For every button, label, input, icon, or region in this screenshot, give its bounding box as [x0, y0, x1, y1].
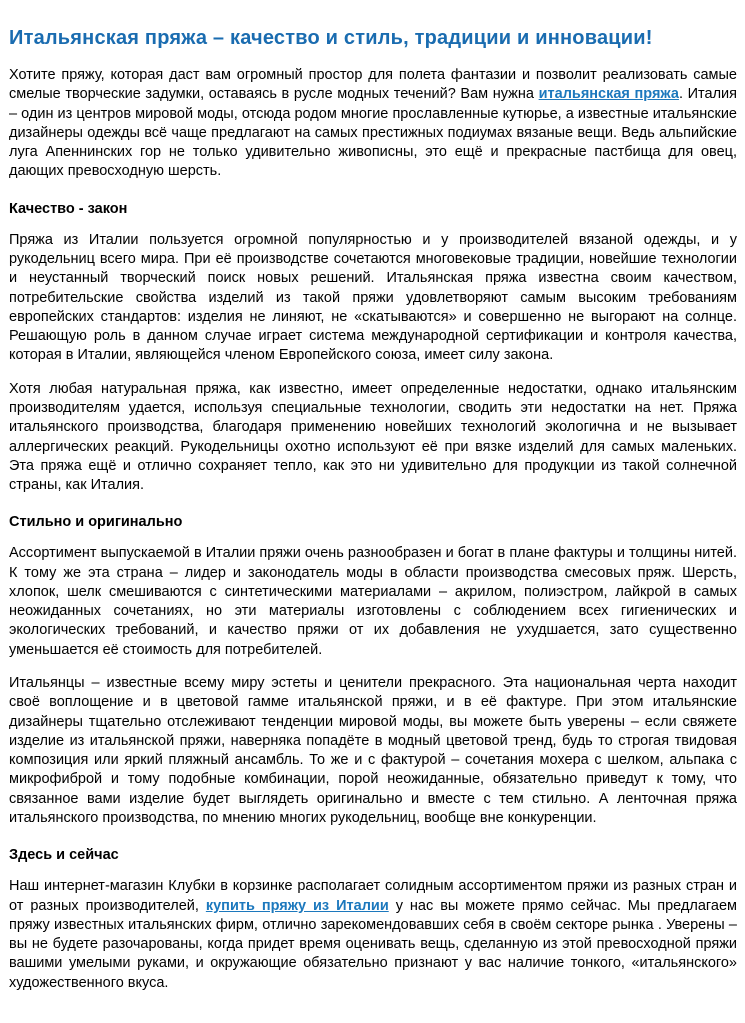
buy-italian-yarn-link[interactable]: купить пряжу из Италии [205, 897, 389, 914]
heading-here-and-now: Здесь и сейчас [9, 847, 119, 864]
page-title: Итальянская пряжа – качество и стиль, традиции и инновации! [9, 27, 653, 49]
here-now-text-after-link: у нас вы можете прямо сейчас. Мы предлагаем пряжу известных итальянских фирм, отлично зарекомендовавших себя в своём секторе рынка . Уверены – вы не будете разочарованы, когда придет время оценивать вещь, сделанную из этой превосходной пряжи вашими умелыми руками, и окружающие обязательно признают у вас наличие тонкого, «итальянского» художественного вкуса. [9, 897, 737, 991]
here-now-text-before-link: Наш интернет-магазин Клубки в корзинке располагает солидным ассортиментом пряжи из разных стран и от разных производителей, [9, 878, 737, 914]
intro-text-after-link: . Италия – один из центров мировой моды, отсюда родом многие прославленные кутюрье, а известные итальянские дизайнеры одежды всё чаще предлагают на самых престижных подиумах вязаные вещи. Ведь альпийские луга Апеннинских гор не только удивительно живописны, это ещё и прекрасные пастбища для овец, дающих превосходную шерсть. [9, 86, 737, 180]
quality-paragraph-2: Хотя любая натуральная пряжа, как известно, имеет определенные недостатки, однако итальянским производителям удается, используя специальные технологии, сводить эти недостатки на нет. Пряжа итальянского производства, благодаря применению новейших технологий экологична и не вызывает аллергических реакций. Рукодельницы охотно используют её при вязке изделий для самых маленьких. Эта пряжа ещё и отлично сохраняет тепло, как это ни удивительно для продукции из такой солнечной страны, как Италия. [9, 380, 737, 494]
heading-stylish-original: Стильно и оригинально [9, 514, 183, 531]
here-now-paragraph [9, 877, 737, 993]
intro-paragraph [9, 66, 737, 182]
intro-text-before-link: Хотите пряжу, которая даст вам огромный простор для полета фантазии и позволит реализовать самые смелые творческие задумки, оставаясь в русле модных течений? Вам нужна [9, 67, 737, 103]
style-paragraph-1: Ассортимент выпускаемой в Италии пряжи очень разнообразен и богат в плане фактуры и толщины нитей. К тому же эта страна – лидер и законодатель моды в области производства смесовых пряж. Шерсть, хлопок, шелк смешиваются с синтетическими материалами – акрилом, полиэстром, лайкрой в самых неожиданных сочетаниях, но эти материалы изготовлены с соблюдением всех гигиенических и экологических требований, и качество пряжи от их добавления не ухудшается, зато существенно уменьшается её стоимость для потребителей. [9, 545, 737, 658]
style-paragraph-2: Итальянцы – известные всему миру эстеты и ценители прекрасного. Эта национальная черта находит своё воплощение и в цветовой гамме итальянской пряжи, и в её фактуре. При этом итальянские дизайнеры тщательно отслеживают тенденции мировой моды, вы можете быть уверены – если свяжете изделие из итальянской пряжи, наверняка попадёте в модный цветовой тренд, будь то строгая твидовая композиция или яркий пляжный ансамбль. То же и с фактурой – сочетания мохера с шелком, альпака с микрофиброй и тому подобные комбинации, порой неожиданные, обязательно приведут к тому, что связанное вами изделие будет выглядеть оригинально и вместе с тем стильно. А ленточная пряжа итальянского производства, по мнению многих рукодельниц, вообще вне конкуренции. [9, 675, 737, 826]
italian-yarn-link[interactable]: итальянская пряжа [538, 86, 679, 103]
heading-quality-law: Качество - закон [9, 200, 128, 217]
quality-paragraph-1: Пряжа из Италии пользуется огромной популярностью и у производителей вязаной одежды, и у рукодельниц всего мира. При её производстве сочетаются многовековые традиции, новейшие технологии и неустанный творческий поиск новых решений. Итальянская пряжа известна своим качеством, потребительские свойства изделий из такой пряжи удовлетворяют самым высоким требованиям европейских стандартов: изделия не линяют, не «скатываются» и совершенно не выгорают на солнце. Решающую роль в данном случае играет система международной сертификации и контроля качества, которая в Италии, являющейся членом Европейского союза, имеет силу закона. [9, 231, 737, 364]
